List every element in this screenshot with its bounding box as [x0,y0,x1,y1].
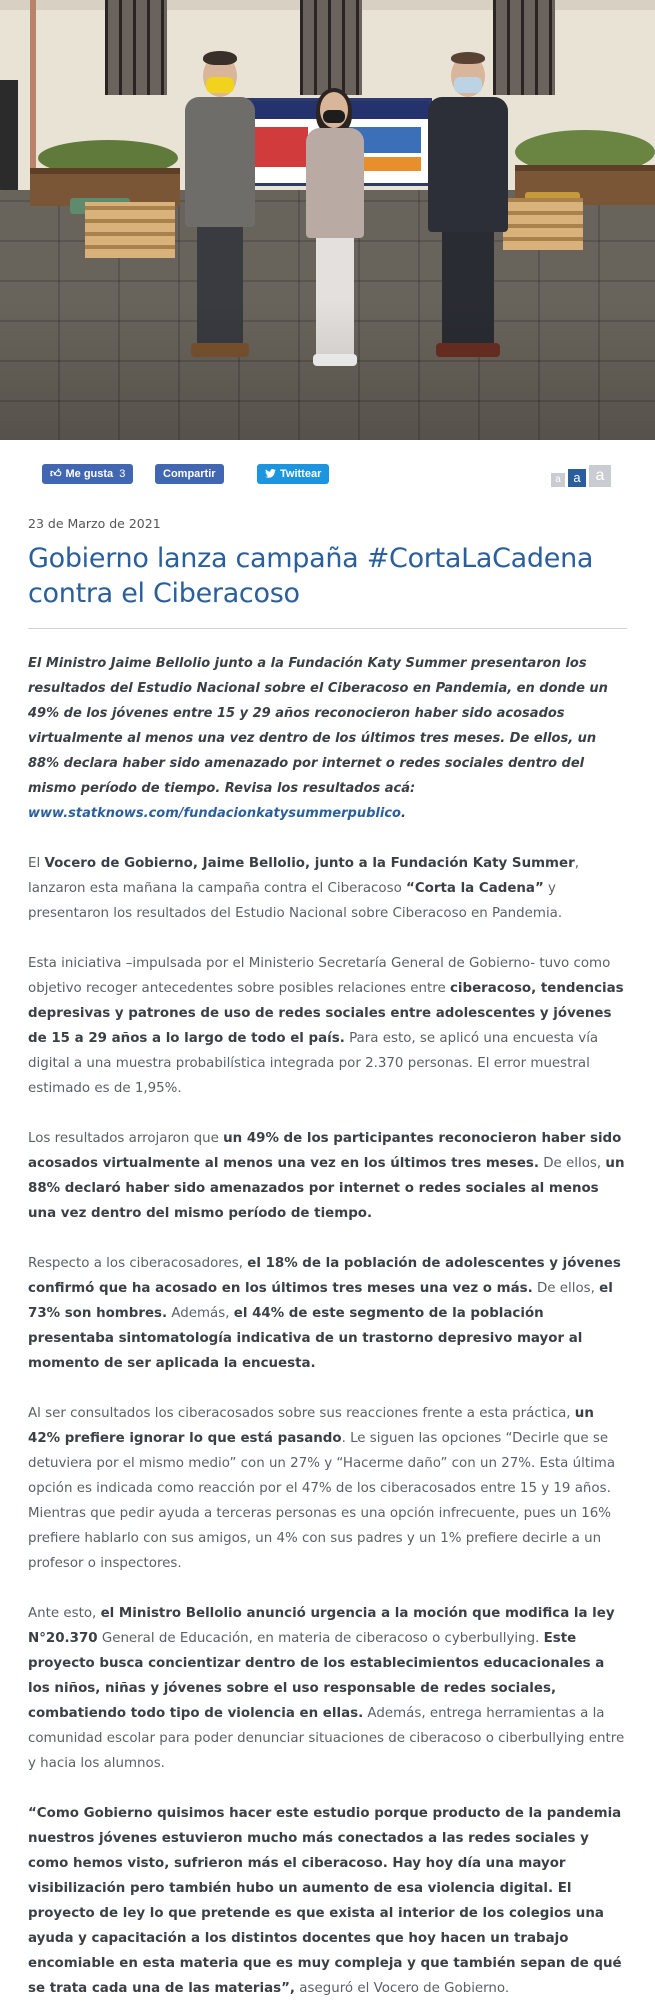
paragraph-3: Los resultados arrojaron que un 49% de los participantes reconocieron haber sido acosados virtualmente al menos una vez en los últimos tres meses. De ellos, un 88% declaró haber sido amenazados por internet o redes sociales al menos una vez dentro del mismo período de tiempo. [28,1131,625,1221]
font-size-large-button[interactable]: a [589,465,611,487]
results-link[interactable]: www.statknows.com/fundacionkatysummerpublico [28,806,401,821]
facebook-share-button[interactable] [155,464,224,484]
twitter-bird-icon [265,464,276,484]
facebook-like-button[interactable] [42,464,133,484]
paragraph-5: Al ser consultados los ciberacosados sobre sus reacciones frente a esta práctica, un 42% prefiere ignorar lo que está pasando. Le siguen las opciones “Decirle que se detuviera por el mismo medio” con un 27% y “Hacerme daño” con un 27%. Esta última opción es indicada como reacción por el 47% de los ciberacosados entre 15 y 19 años. Mientras que pedir ayuda a terceras personas es una opción infrecuente, pues un 16% prefiere hablarlo con sus amigos, un 4% con sus padres y un 1% prefiere decirle a un profesor o inspectores. [28,1406,616,1571]
share-label: Compartir [163,468,216,480]
twitter-tweet-button[interactable] [257,464,329,484]
like-label: Me gusta [65,468,114,480]
divider [28,628,627,629]
paragraph-7-quote: “Como Gobierno quisimos hacer este estudio porque producto de la pandemia nuestros jóvenes estuvieron mucho más conectados a las redes sociales y como hemos visto, sufrieron más el ciberacoso. Hay hoy día una mayor visibilización pero también hubo un aumento de esa violencia digital. El proyecto de ley lo que pretende es que exista al interior de los colegios una ayuda y capacitación a los distintos docentes que hoy hacen un trabajo encomiable en esta materia que es muy compleja y que también sepan de qué se trata cada una de las materias”, aseguró el Vocero de Gobierno. [28,1806,622,1996]
paragraph-6: Ante esto, el Ministro Bellolio anunció urgencia a la moción que modifica la ley N°20.370 General de Educación, en materia de ciberacoso o cyberbullying. Este proyecto busca concientizar dentro de los establecimientos educacionales a los niños, niñas y jóvenes sobre el uso responsable de redes sociales, combatiendo todo tipo de violencia en ellas. Además, entrega herramientas a la comunidad escolar para poder denunciar situaciones de ciberacoso o ciberbullying entre y hacia los alumnos. [28,1606,625,1771]
article-date: 23 de Marzo de 2021 [28,516,161,531]
article [0,516,655,2001]
paragraph-2: Esta iniciativa –impulsada por el Ministerio Secretaría General de Gobierno- tuvo como objetivo recoger antecedentes sobre posibles relaciones entre ciberacoso, tendencias depresivas y patrones de uso de redes sociales entre adolescentes y jóvenes de 15 a 29 años a lo largo de todo el país. Para esto, se aplicó una encuesta vía digital a una muestra probabilística integrada por 2.370 personas. El error muestral estimado es de 1,95%. [28,956,624,1096]
article-title: Gobierno lanza campaña #CortaLaCadena contra el Ciberacoso [28,543,594,609]
paragraph-1: El Vocero de Gobierno, Jaime Bellolio, junto a la Fundación Katy Summer, lanzaron esta mañana la campaña contra el Ciberacoso “Corta la Cadena” y presentaron los resultados del Estudio Nacional sobre Ciberacoso en Pandemia. [28,856,579,921]
share-bar [0,440,655,512]
thumbs-up-icon: 👍︎ [50,468,62,480]
barred-window [300,0,362,95]
barred-window [105,0,167,95]
hero-photo [0,0,655,440]
like-count: 3 [119,468,126,480]
font-size-medium-button[interactable]: a [568,469,586,487]
font-size-small-button[interactable]: a [551,473,565,487]
tweet-label: Twittear [280,468,322,480]
wood-pallet [85,202,175,258]
article-lead: El Ministro Jaime Bellolio junto a la Fundación Katy Summer presentaron los resultados del Estudio Nacional sobre el Ciberacoso en Pandemia, en donde un 49% de los jóvenes entre 15 y 29 años reconocieron haber sido acosados virtualmente al menos una vez dentro de los últimos tres meses. De ellos, un 88% declara haber sido amenazado por internet o redes sociales dentro del mismo período de tiempo. Revisa los resultados acá: www.statknows.com/fundacionkatysummerpublico. [28,656,608,821]
paragraph-4: Respecto a los ciberacosadores, el 18% de la población de adolescentes y jóvenes confirmó que ha acosado en los últimos tres meses una vez o más. De ellos, el 73% son hombres. Además, el 44% de este segmento de la población presentaba sintomatología indicativa de un trastorno depresivo mayor al momento de ser aplicada la encuesta. [28,1256,621,1371]
